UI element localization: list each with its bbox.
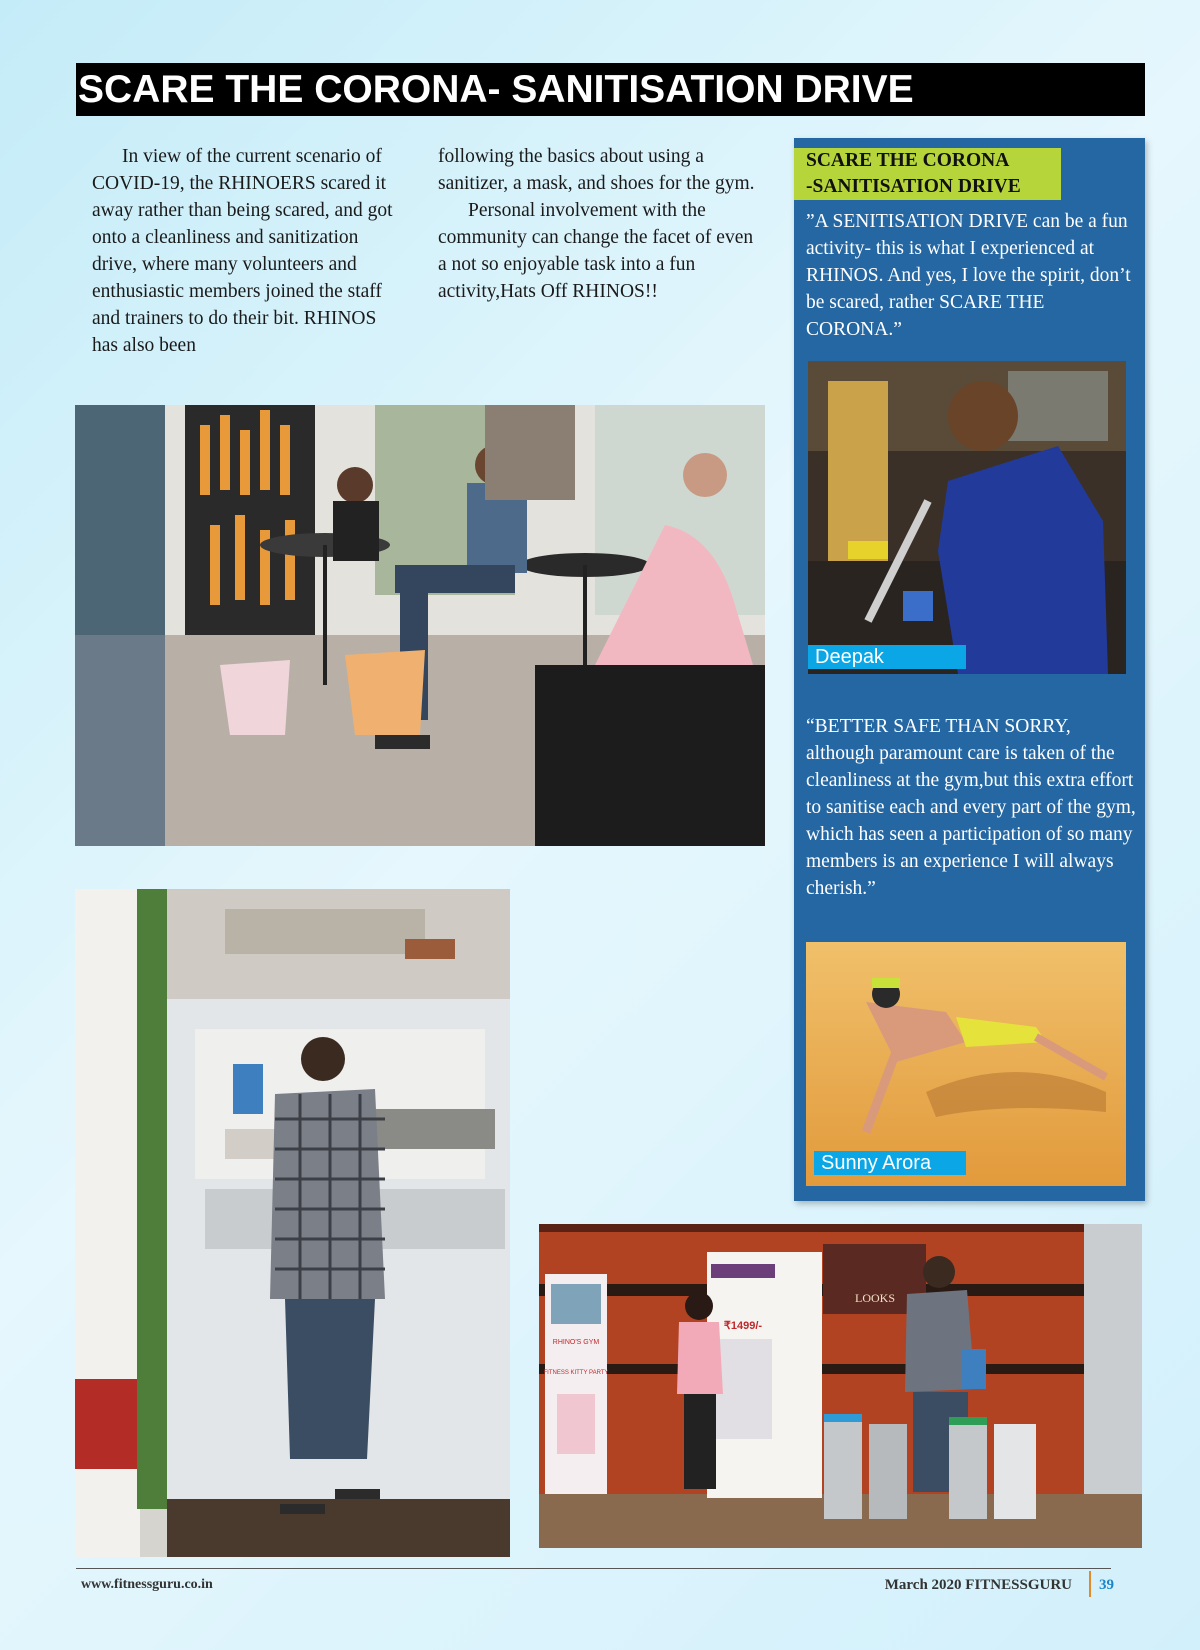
footer-issue: March 2020 FITNESSGURU	[884, 1577, 1072, 1593]
photo-door-sanitizing-image	[75, 889, 510, 1557]
banner-party-text: FITNESS KITTY PARTY	[543, 1370, 609, 1376]
photo-lobby-bins	[539, 1224, 1142, 1548]
page-title: SCARE THE CORONA- SANITISATION DRIVE	[76, 63, 1145, 116]
article-paragraph: following the basics about using a sanitizer, a mask, and shoes for the gym.	[438, 146, 755, 194]
article-paragraph: In view of the current scenario of COVID-19, the RHINOERS scared it away rather than being scared, and got onto a cleanliness and sanitization drive, where many volunteers and enthusiastic members joined the staff and trainers to do their bit. RHINOS has also been	[92, 146, 393, 356]
testimonial-quote-2: “BETTER SAFE THAN SORRY, although paramount care is taken of the cleanliness at the gym,but this extra effort to sanitise each and every part of the gym, which has seen a participation of so many members is an experience I will always cherish.”	[806, 716, 1136, 899]
photo-door-sanitizing	[75, 889, 510, 1557]
banner-gym-text: RHINO'S GYM	[552, 1339, 600, 1346]
photo-deepak-image	[808, 361, 1126, 674]
article-column-2	[438, 143, 758, 305]
sidebar-heading-line1: SCARE THE CORONA	[806, 150, 1010, 171]
sidebar-heading-line2: -SANITISATION DRIVE	[806, 176, 1021, 197]
photo-caption-sunny-arora: Sunny Arora	[814, 1151, 966, 1175]
footer-separator	[1089, 1571, 1091, 1597]
photo-group-sitting	[75, 405, 765, 846]
photo-lobby-bins-image	[539, 1224, 1142, 1548]
sidebar-box	[794, 138, 1145, 1201]
photo-group-sitting-image	[75, 405, 765, 846]
poster-looks-text: LOOKS	[854, 1291, 896, 1305]
sidebar-heading-tag	[794, 148, 1061, 200]
article-paragraph: Personal involvement with the community can change the facet of even a not so enjoyable task into a fun activity,Hats Off RHINOS!!	[438, 200, 754, 302]
article-column-1	[92, 143, 406, 359]
photo-sunny-arora	[806, 942, 1126, 1186]
footer-website: www.fitnessguru.co.in	[81, 1577, 213, 1592]
photo-sunny-arora-image	[806, 942, 1126, 1186]
photo-deepak	[808, 361, 1126, 674]
footer-divider	[76, 1568, 1111, 1569]
page-number: 39	[1099, 1577, 1114, 1593]
poster-price-text: ₹1499/-	[723, 1320, 763, 1332]
photo-caption-deepak: Deepak	[808, 645, 966, 669]
testimonial-quote-1: ”A SENITISATION DRIVE can be a fun activity- this is what I experienced at RHINOS. And yes, I love the spirit, don’t be scared, rather SCARE THE CORONA.”	[806, 211, 1131, 340]
